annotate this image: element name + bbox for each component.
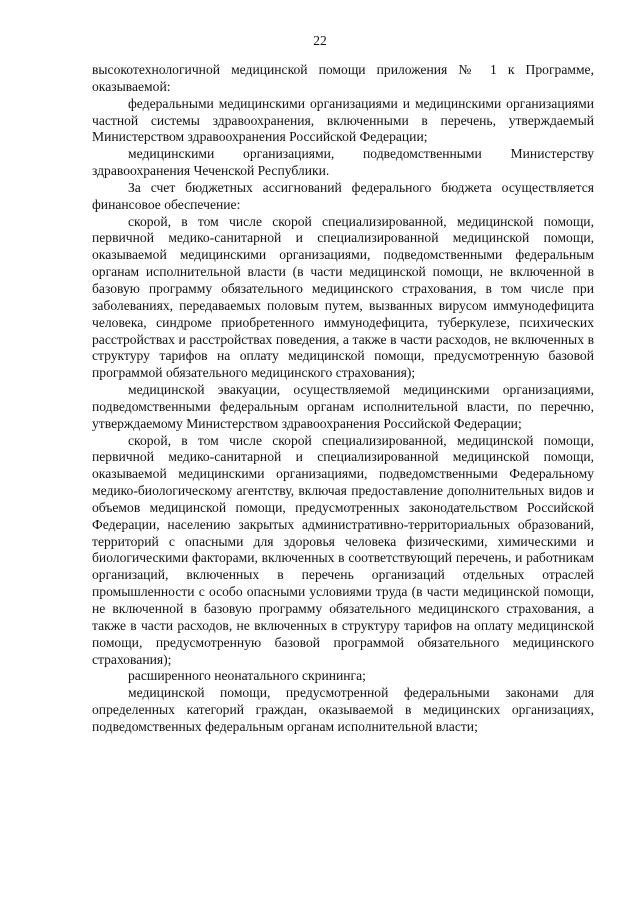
paragraph: медицинскими организациями, подведомственными Министерству здравоохранения Чеченской Республики. xyxy=(92,146,594,179)
paragraph: медицинской помощи, предусмотренной федеральными законами для определенных категорий граждан, оказываемой в медицинских организациях, подведомственных федеральным органам исполнительной власти; xyxy=(92,685,594,734)
page-number: 22 xyxy=(313,33,327,48)
paragraph: За счет бюджетных ассигнований федерального бюджета осуществляется финансовое обеспечение: xyxy=(92,179,594,212)
paragraph: скорой, в том числе скорой специализированной, медицинской помощи, первичной медико-санитарной и специализированной медицинской помощи, оказываемой медицинскими организациями, подведомственными федеральным органам исполнительной власти (в части медицинской помощи, не включенной в базовую программу обязательного медицинского страхования, в том числе при заболеваниях, передаваемых половым путем, вызванных вирусом иммунодефицита человека, синдроме приобретенного иммунодефицита, туберкулезе, психических расстройствах и расстройствах поведения, а также в части расходов, не включенных в структуру тарифов на оплату медицинской помощи, предусмотренную базовой программой обязательного медицинского страхования); xyxy=(92,213,594,381)
paragraph: высокотехнологичной медицинской помощи приложения № 1 к Программе, оказываемой: xyxy=(92,62,594,94)
paragraph: федеральными медицинскими организациями и медицинскими организациями частной системы здравоохранения, включенными в перечень, утверждаемый Министерством здравоохранения Российской Федерации; xyxy=(92,95,594,145)
paragraph: скорой, в том числе скорой специализированной, медицинской помощи, первичной медико-санитарной и специализированной медицинской помощи, оказываемой медицинскими организациями, подведомственными Федеральному медико-биологическому агентству, включая предоставление дополнительных видов и объемов медицинской помощи, предусмотренных законодательством Российской Федерации, населению закрытых административно-территориальных образований, территорий с опасными для здоровья человека физическими, химическими и биологическими факторами, включенных в соответствующий перечень, и работникам организаций, включенных в перечень организаций отдельных отраслей промышленности с особо опасными условиями труда (в части медицинской помощи, не включенной в базовую программу обязательного медицинского страхования, а также в части расходов, не включенных в структуру тарифов на оплату медицинской помощи, предусмотренную базовой программой обязательного медицинского страхования); xyxy=(92,432,594,667)
paragraph: медицинской эвакуации, осуществляемой медицинскими организациями, подведомственными федеральным органам исполнительной власти, по перечню, утверждаемому Министерством здравоохранения Российской Федерации; xyxy=(92,382,594,431)
paragraph: расширенного неонатального скрининга; xyxy=(128,668,366,684)
document-body xyxy=(92,62,594,736)
